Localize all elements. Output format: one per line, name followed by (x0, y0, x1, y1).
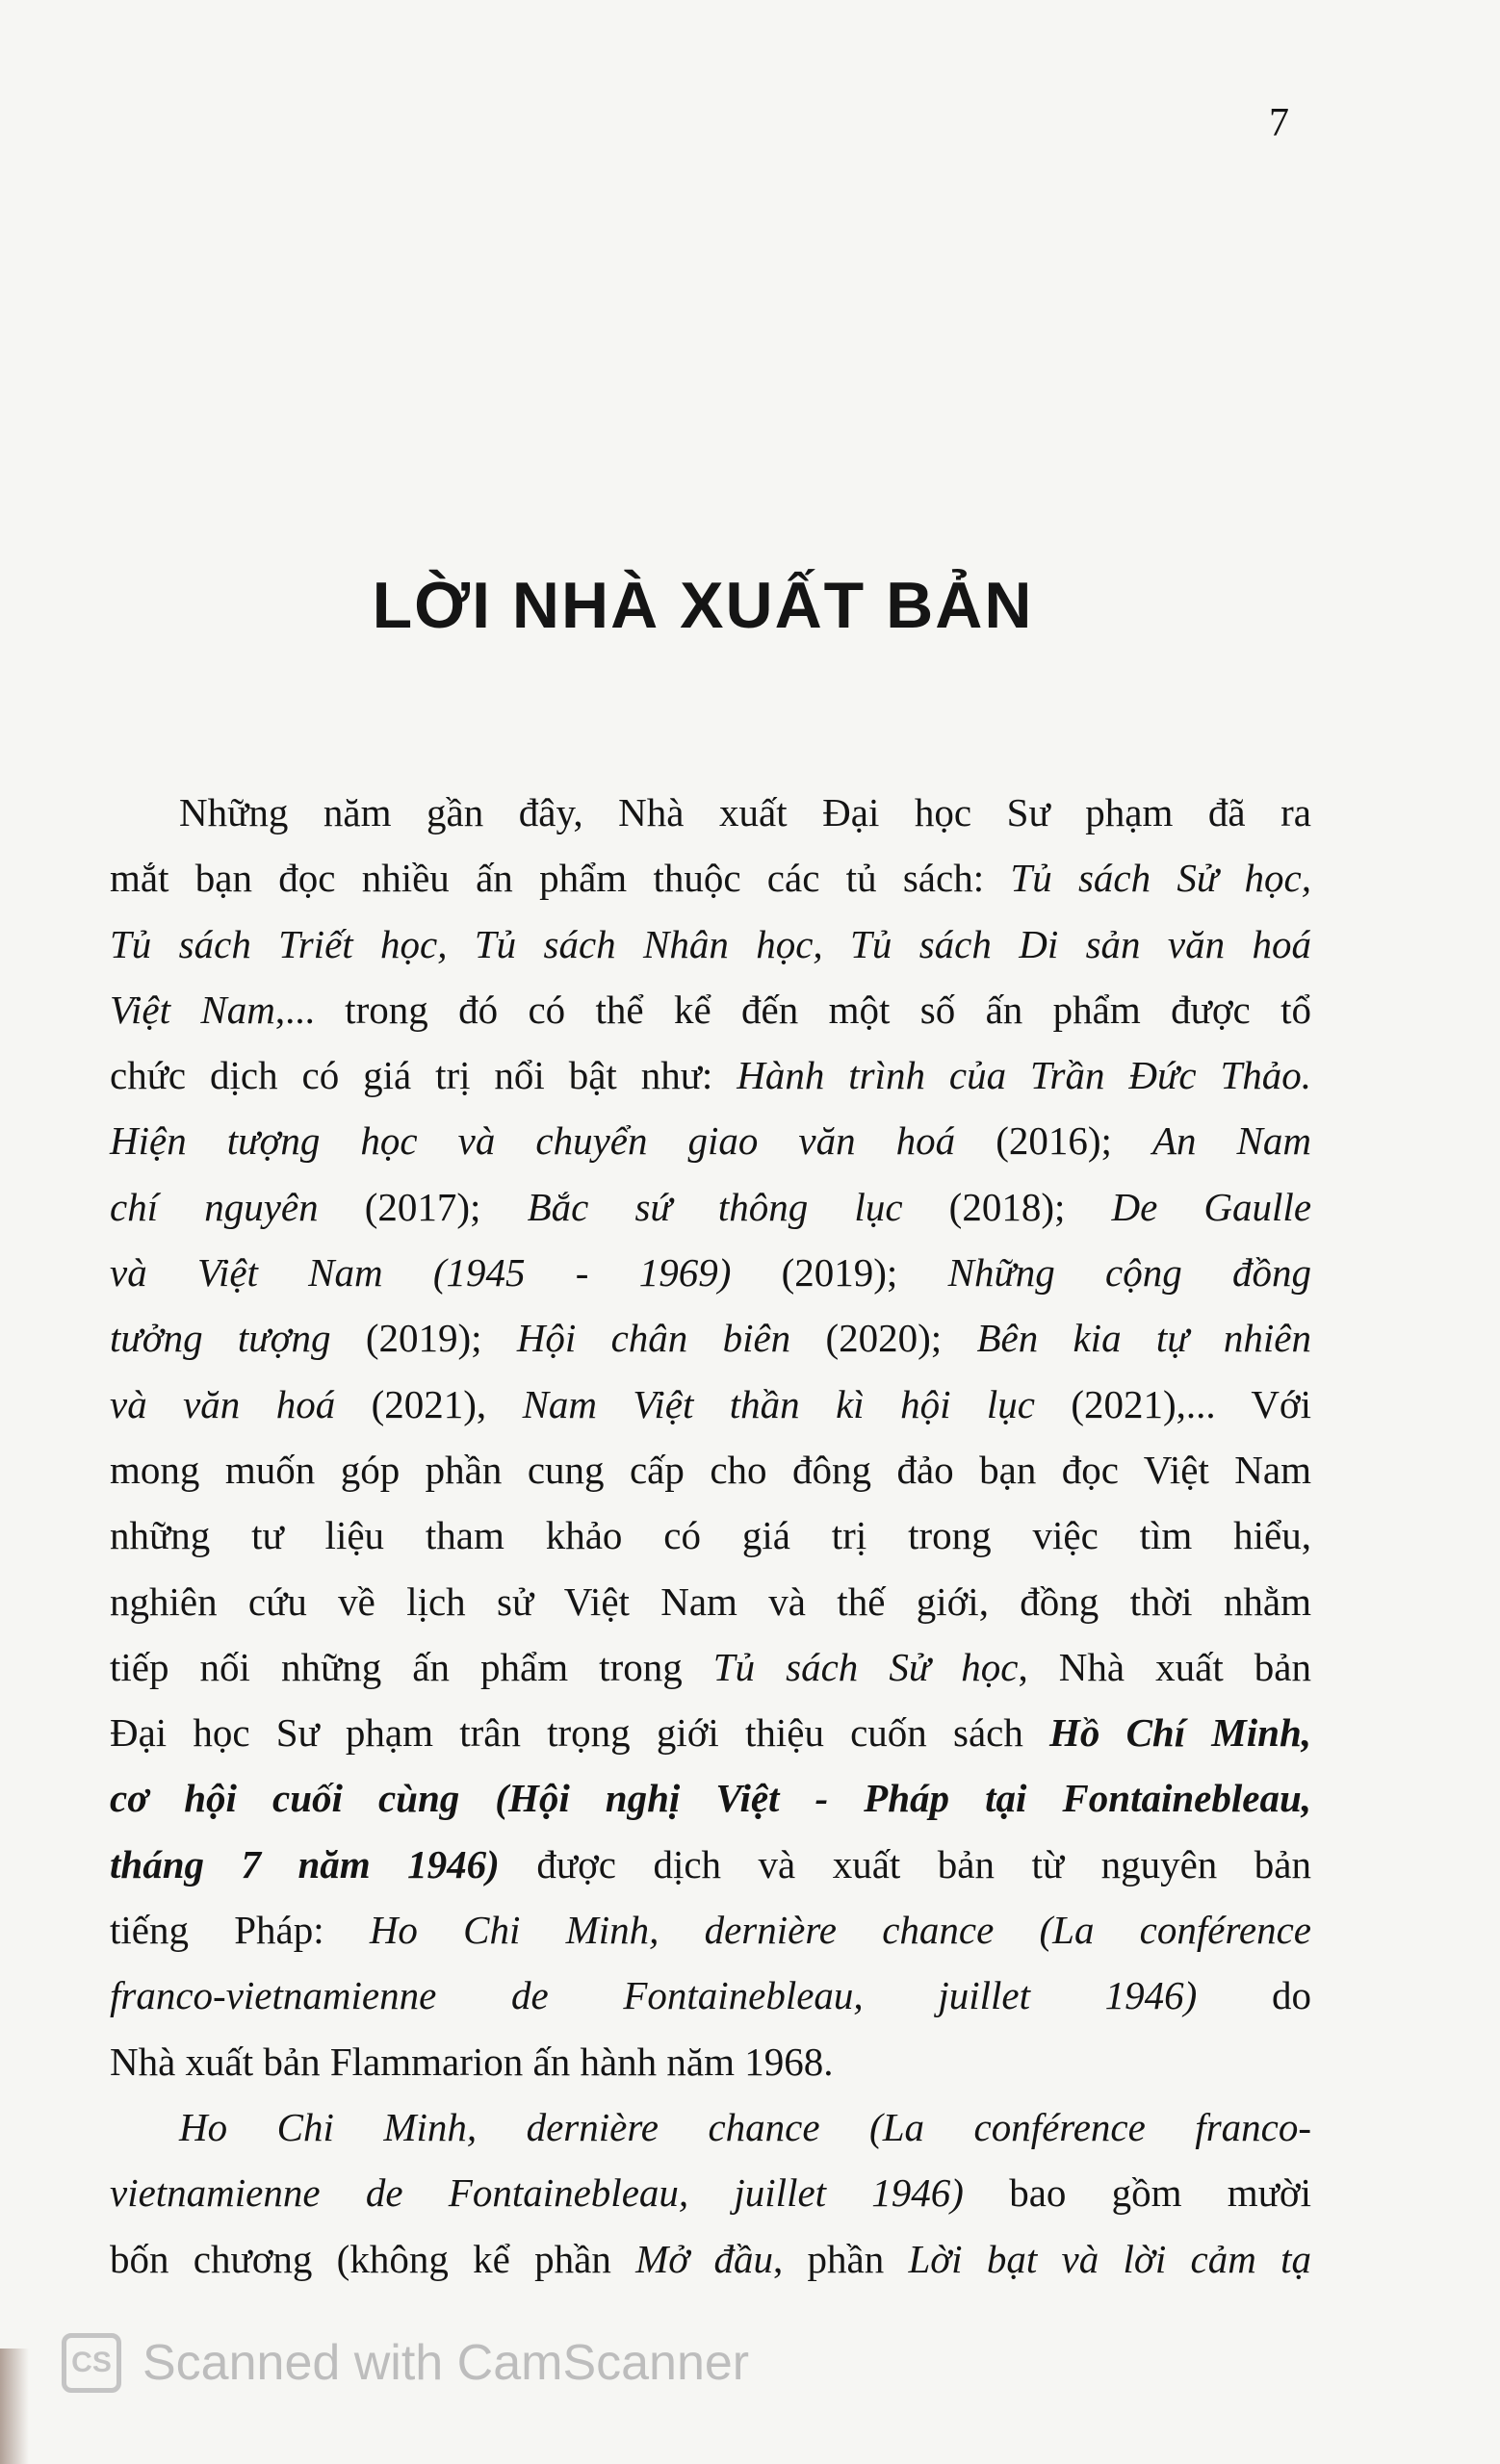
text-line (110, 2160, 1311, 2225)
text-segment: tiếng Pháp: (110, 1908, 370, 1953)
text-segment: do (1197, 1973, 1311, 2018)
emphasized-text: An Nam (1151, 1118, 1312, 1164)
text-line (110, 2029, 1311, 2094)
text-segment: ,... trong đó có thể kể đến một số ấn phẩm được tổ (274, 987, 1311, 1032)
emphasized-text: và Việt Nam (1945 - 1969) (110, 1250, 732, 1296)
emphasized-text: và văn hoá (110, 1381, 336, 1426)
emphasized-text: cơ hội cuối cùng (Hội nghị Việt - Pháp tại Fontainebleau, (110, 1776, 1311, 1821)
camscanner-logo-icon: CS (62, 2333, 121, 2393)
text-segment: (2018); (902, 1184, 1112, 1229)
text-line (110, 845, 1311, 911)
emphasized-text: Ho Chi Minh, dernière chance (La conférence (369, 1908, 1311, 1953)
text-segment: bao gồm mười (963, 2170, 1311, 2216)
text-line (110, 1372, 1311, 1437)
emphasized-text: Bắc sứ thông lục (527, 1184, 903, 1229)
emphasized-text: Lời bạt và lời cảm tạ (908, 2236, 1311, 2281)
emphasized-text: Tủ sách Sử học (712, 1644, 1019, 1689)
text-line (110, 1963, 1311, 2028)
text-segment: được dịch và xuất bản từ nguyên bản (499, 1841, 1312, 1886)
emphasized-text: Tủ sách Sử học, (1010, 856, 1311, 901)
watermark-text: Scanned with CamScanner (142, 2335, 750, 2391)
body-text (110, 780, 1311, 2292)
text-segment: (2021), (335, 1381, 523, 1426)
emphasized-text: Hội chân biên (516, 1316, 791, 1361)
text-line (110, 1042, 1311, 1108)
section-title: LỜI NHÀ XUẤT BẢN (372, 569, 1034, 642)
camscanner-watermark (62, 2333, 749, 2393)
text-segment: (2017); (318, 1184, 528, 1229)
text-line (110, 977, 1311, 1042)
emphasized-text: Hiện tượng học và chuyển giao văn hoá (110, 1118, 956, 1164)
text-line (110, 1437, 1311, 1502)
text-line (110, 1174, 1311, 1240)
text-segment: (2020); (790, 1316, 977, 1361)
text-line (110, 1634, 1311, 1700)
emphasized-text: Hồ Chí Minh, (1049, 1710, 1311, 1756)
text-segment: (2016); (955, 1118, 1152, 1164)
text-line (110, 1897, 1311, 1963)
text-line (110, 1569, 1311, 1634)
text-segment: nghiên cứu về lịch sử Việt Nam và thế giới, đồng thời nhằm (110, 1578, 1311, 1624)
text-segment: (2019); (330, 1316, 517, 1361)
emphasized-text: Tủ sách Triết học, Tủ sách Nhân học, Tủ sách Di sản văn hoá (110, 921, 1311, 966)
text-line (110, 1765, 1311, 1831)
emphasized-text: Bên kia tự nhiên (976, 1316, 1311, 1361)
page-number: 7 (1269, 101, 1289, 145)
text-line (110, 2226, 1311, 2292)
text-segment: Đại học Sư phạm trân trọng giới thiệu cuốn sách (110, 1710, 1050, 1756)
text-line (110, 911, 1311, 977)
emphasized-text: Những cộng đồng (947, 1250, 1312, 1296)
page-edge-shadow (0, 2348, 29, 2464)
text-line (110, 2094, 1311, 2160)
emphasized-text: chí nguyên (110, 1184, 319, 1229)
text-segment: mong muốn góp phần cung cấp cho đông đảo bạn đọc Việt Nam (110, 1447, 1311, 1492)
emphasized-text: Ho Chi Minh, dernière chance (La conférence franco- (179, 2104, 1311, 2149)
emphasized-text: Mở đầu (635, 2236, 773, 2281)
emphasized-text: De Gaulle (1111, 1184, 1312, 1229)
text-segment: Những năm gần đây, Nhà xuất Đại học Sư phạm đã ra (179, 790, 1311, 834)
text-line (110, 1502, 1311, 1568)
text-segment: mắt bạn đọc nhiều ấn phẩm thuộc các tủ sách: (110, 856, 1011, 901)
text-line (110, 1305, 1311, 1371)
text-segment: , phần (772, 2236, 909, 2281)
text-line (110, 1108, 1311, 1173)
text-segment: , Nhà xuất bản (1018, 1644, 1312, 1689)
emphasized-text: franco-vietnamienne de Fontainebleau, juillet 1946) (110, 1973, 1198, 2018)
emphasized-text: tưởng tượng (110, 1316, 331, 1361)
text-line (110, 1832, 1311, 1897)
text-line (110, 780, 1311, 845)
text-line (110, 1700, 1311, 1765)
emphasized-text: vietnamienne de Fontainebleau, juillet 1946) (110, 2170, 964, 2216)
text-segment: (2021),... Với (1034, 1381, 1311, 1426)
emphasized-text: Việt Nam (110, 987, 275, 1032)
text-segment: Nhà xuất bản Flammarion ấn hành năm 1968. (110, 2039, 834, 2084)
emphasized-text: Nam Việt thần kì hội lục (522, 1381, 1035, 1426)
text-line (110, 1240, 1311, 1305)
text-segment: tiếp nối những ấn phẩm trong (110, 1644, 713, 1689)
emphasized-text: Hành trình của Trần Đức Thảo. (737, 1053, 1311, 1098)
text-segment: bốn chương (không kể phần (110, 2236, 636, 2281)
text-segment: những tư liệu tham khảo có giá trị trong việc tìm hiểu, (110, 1513, 1311, 1558)
text-segment: chức dịch có giá trị nổi bật như: (110, 1053, 737, 1098)
emphasized-text: tháng 7 năm 1946) (110, 1841, 500, 1886)
text-segment: (2019); (731, 1250, 948, 1296)
